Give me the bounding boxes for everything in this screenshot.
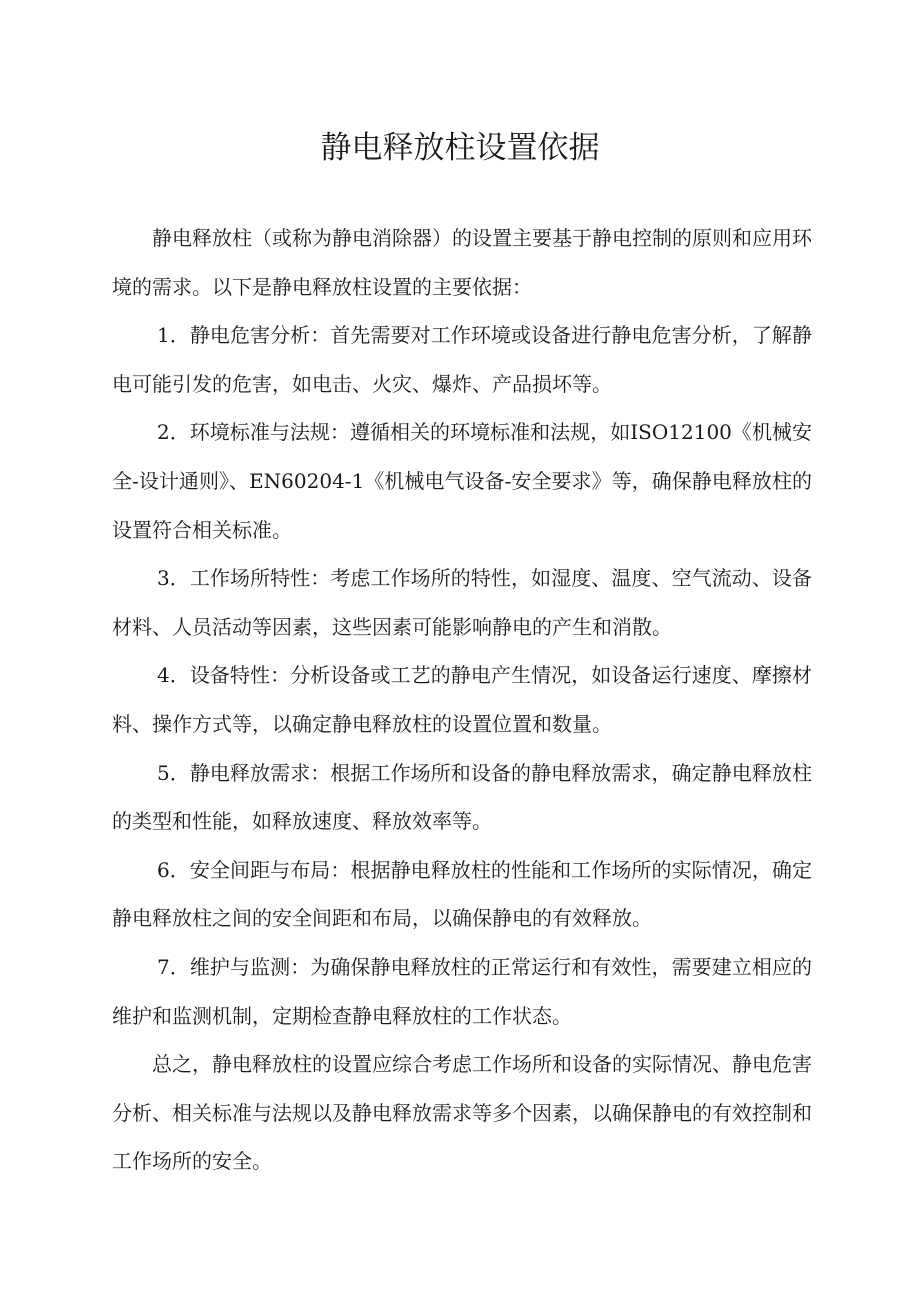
document-body	[112, 214, 812, 1186]
list-item-4: 4．设备特性：分析设备或工艺的静电产生情况，如设备运行速度、摩擦材料、操作方式等，以确定静电释放柱的设置位置和数量。	[112, 663, 812, 736]
summary-paragraph: 总之，静电释放柱的设置应综合考虑工作场所和设备的实际情况、静电危害分析、相关标准与法规以及静电释放需求等多个因素，以确保静电的有效控制和工作场所的安全。	[112, 1052, 812, 1174]
list-item-3: 3．工作场所特性：考虑工作场所的特性，如湿度、温度、空气流动、设备材料、人员活动等因素，这些因素可能影响静电的产生和消散。	[112, 566, 812, 639]
list-item-1: 1．静电危害分析：首先需要对工作环境或设备进行静电危害分析，了解静电可能引发的危害，如电击、火灾、爆炸、产品损坏等。	[112, 323, 812, 396]
list-item-7: 7．维护与监测：为确保静电释放柱的正常运行和有效性，需要建立相应的维护和监测机制，定期检查静电释放柱的工作状态。	[112, 954, 812, 1028]
document-title: 静电释放柱设置依据	[320, 130, 600, 166]
intro-paragraph: 静电释放柱（或称为静电消除器）的设置主要基于静电控制的原则和应用环境的需求。以下是静电释放柱设置的主要依据：	[112, 226, 812, 299]
list-item-2: 2．环境标准与法规：遵循相关的环境标准和法规，如ISO12100《机械安全-设计通则》、EN60204-1《机械电气设备-安全要求》等，确保静电释放柱的设置符合相关标准。	[112, 420, 812, 542]
list-item-5: 5．静电释放需求：根据工作场所和设备的静电释放需求，确定静电释放柱的类型和性能，如释放速度、释放效率等。	[112, 760, 812, 834]
list-item-6: 6．安全间距与布局：根据静电释放柱的性能和工作场所的实际情况，确定静电释放柱之间的安全间距和布局，以确保静电的有效释放。	[112, 857, 812, 931]
